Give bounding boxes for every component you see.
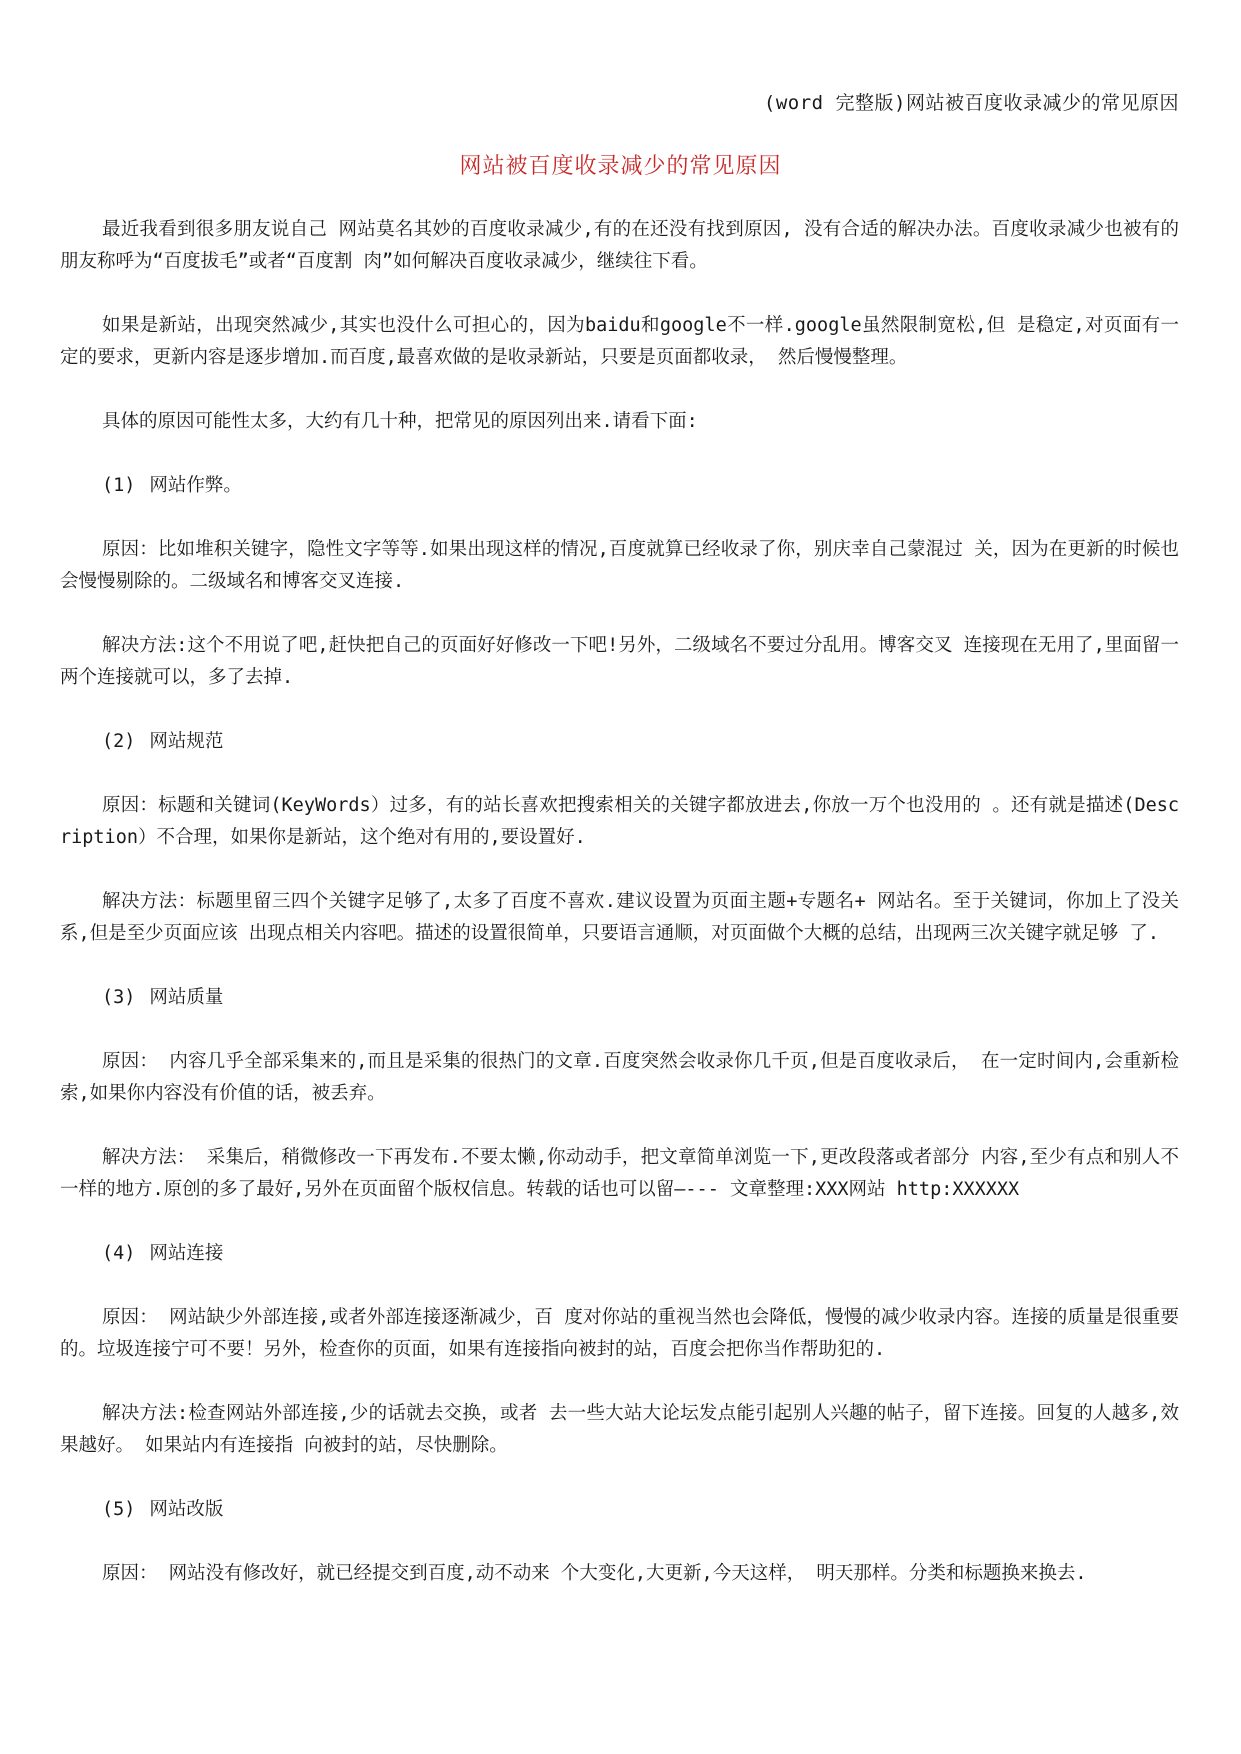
section-number-2: (2) (102, 731, 136, 752)
section-solution-2: 解决方法：标题里留三四个关键字足够了,太多了百度不喜欢.建议设置为页面主题+专题名+ 网站名。至于关键词，你加上了没关系,但是至少页面应该 出现点相关内容吧。描述的设置很简单，只要语言通顺，对页面做个大概的总结，出现两三次关键字就足够 了. (60, 891, 1179, 944)
section-number-1: (1) (102, 475, 136, 496)
document-title: 网站被百度收录减少的常见原因 (459, 154, 782, 179)
section-number-4: (4) (102, 1243, 136, 1264)
section-heading-text-2: 网站规范 (149, 731, 224, 752)
intro-paragraph-2: 如果是新站，出现突然减少,其实也没什么可担心的，因为baidu和google不一样.google虽然限制宽松,但 是稳定,对页面有一定的要求，更新内容是逐步增加.而百度,最喜欢做的是收录新站，只要是页面都收录， 然后慢慢整理。 (60, 315, 1179, 368)
section-heading-3 (60, 982, 1179, 1014)
section-solution-1: 解决方法:这个不用说了吧,赶快把自己的页面好好修改一下吧!另外，二级域名不要过分乱用。博客交叉 连接现在无用了,里面留一两个连接就可以，多了去掉. (60, 635, 1179, 688)
section-cause-4: 原因： 网站缺少外部连接,或者外部连接逐渐减少，百 度对你站的重视当然也会降低，慢慢的减少收录内容。连接的质量是很重要的。垃圾连接宁可不要！另外，检查你的页面，如果有连接指向被封的站，百度会把你当作帮助犯的. (60, 1307, 1179, 1360)
intro-paragraph-1: 最近我看到很多朋友说自己 网站莫名其妙的百度收录减少,有的在还没有找到原因, 没有合适的解决办法。百度收录减少也被有的朋友称呼为“百度拔毛”或者“百度割 肉”如何解决百度收录减少，继续往下看。 (60, 219, 1179, 272)
intro-paragraph-3: 具体的原因可能性太多，大约有几十种，把常见的原因列出来.请看下面: (102, 411, 698, 432)
section-solution-4: 解决方法:检查网站外部连接,少的话就去交换，或者 去一些大站大论坛发点能引起别人兴趣的帖子，留下连接。回复的人越多,效果越好。 如果站内有连接指 向被封的站，尽快删除。 (60, 1403, 1179, 1456)
section-heading-text-4: 网站连接 (149, 1243, 224, 1264)
section-cause-1: 原因：比如堆积关键字，隐性文字等等.如果出现这样的情况,百度就算已经收录了你，别庆幸自己蒙混过 关，因为在更新的时候也会慢慢剔除的。二级域名和博客交叉连接. (60, 539, 1179, 592)
section-cause-2: 原因：标题和关键词(KeyWords）过多，有的站长喜欢把搜索相关的关键字都放进去,你放一万个也没用的 。还有就是描述(Description）不合理，如果你是新站，这个绝对有用的,要设置好. (60, 795, 1179, 848)
running-header: (word 完整版)网站被百度收录减少的常见原因 (763, 92, 1179, 114)
section-cause-3: 原因： 内容几乎全部采集来的,而且是采集的很热门的文章.百度突然会收录你几千页,但是百度收录后， 在一定时间内,会重新检索,如果你内容没有价值的话，被丢弃。 (60, 1051, 1179, 1104)
section-heading-1 (60, 470, 1179, 502)
section-heading-4 (60, 1238, 1179, 1270)
document-body (60, 214, 1179, 1622)
section-number-5: (5) (102, 1499, 136, 1520)
section-heading-5 (60, 1494, 1179, 1526)
section-heading-2 (60, 726, 1179, 758)
section-solution-3: 解决方法： 采集后，稍微修改一下再发布.不要太懒,你动动手，把文章简单浏览一下,更改段落或者部分 内容,至少有点和别人不一样的地方.原创的多了最好,另外在页面留个版权信息。转载的话也可以留—--- 文章整理:XXX网站 http:XXXXXX (60, 1147, 1179, 1200)
section-heading-text-3: 网站质量 (149, 987, 224, 1008)
section-cause-5: 原因： 网站没有修改好，就已经提交到百度,动不动来 个大变化,大更新,今天这样， 明天那样。分类和标题换来换去. (102, 1563, 1087, 1584)
section-heading-text-1: 网站作弊。 (149, 475, 242, 496)
section-number-3: (3) (102, 987, 136, 1008)
section-heading-text-5: 网站改版 (149, 1499, 224, 1520)
